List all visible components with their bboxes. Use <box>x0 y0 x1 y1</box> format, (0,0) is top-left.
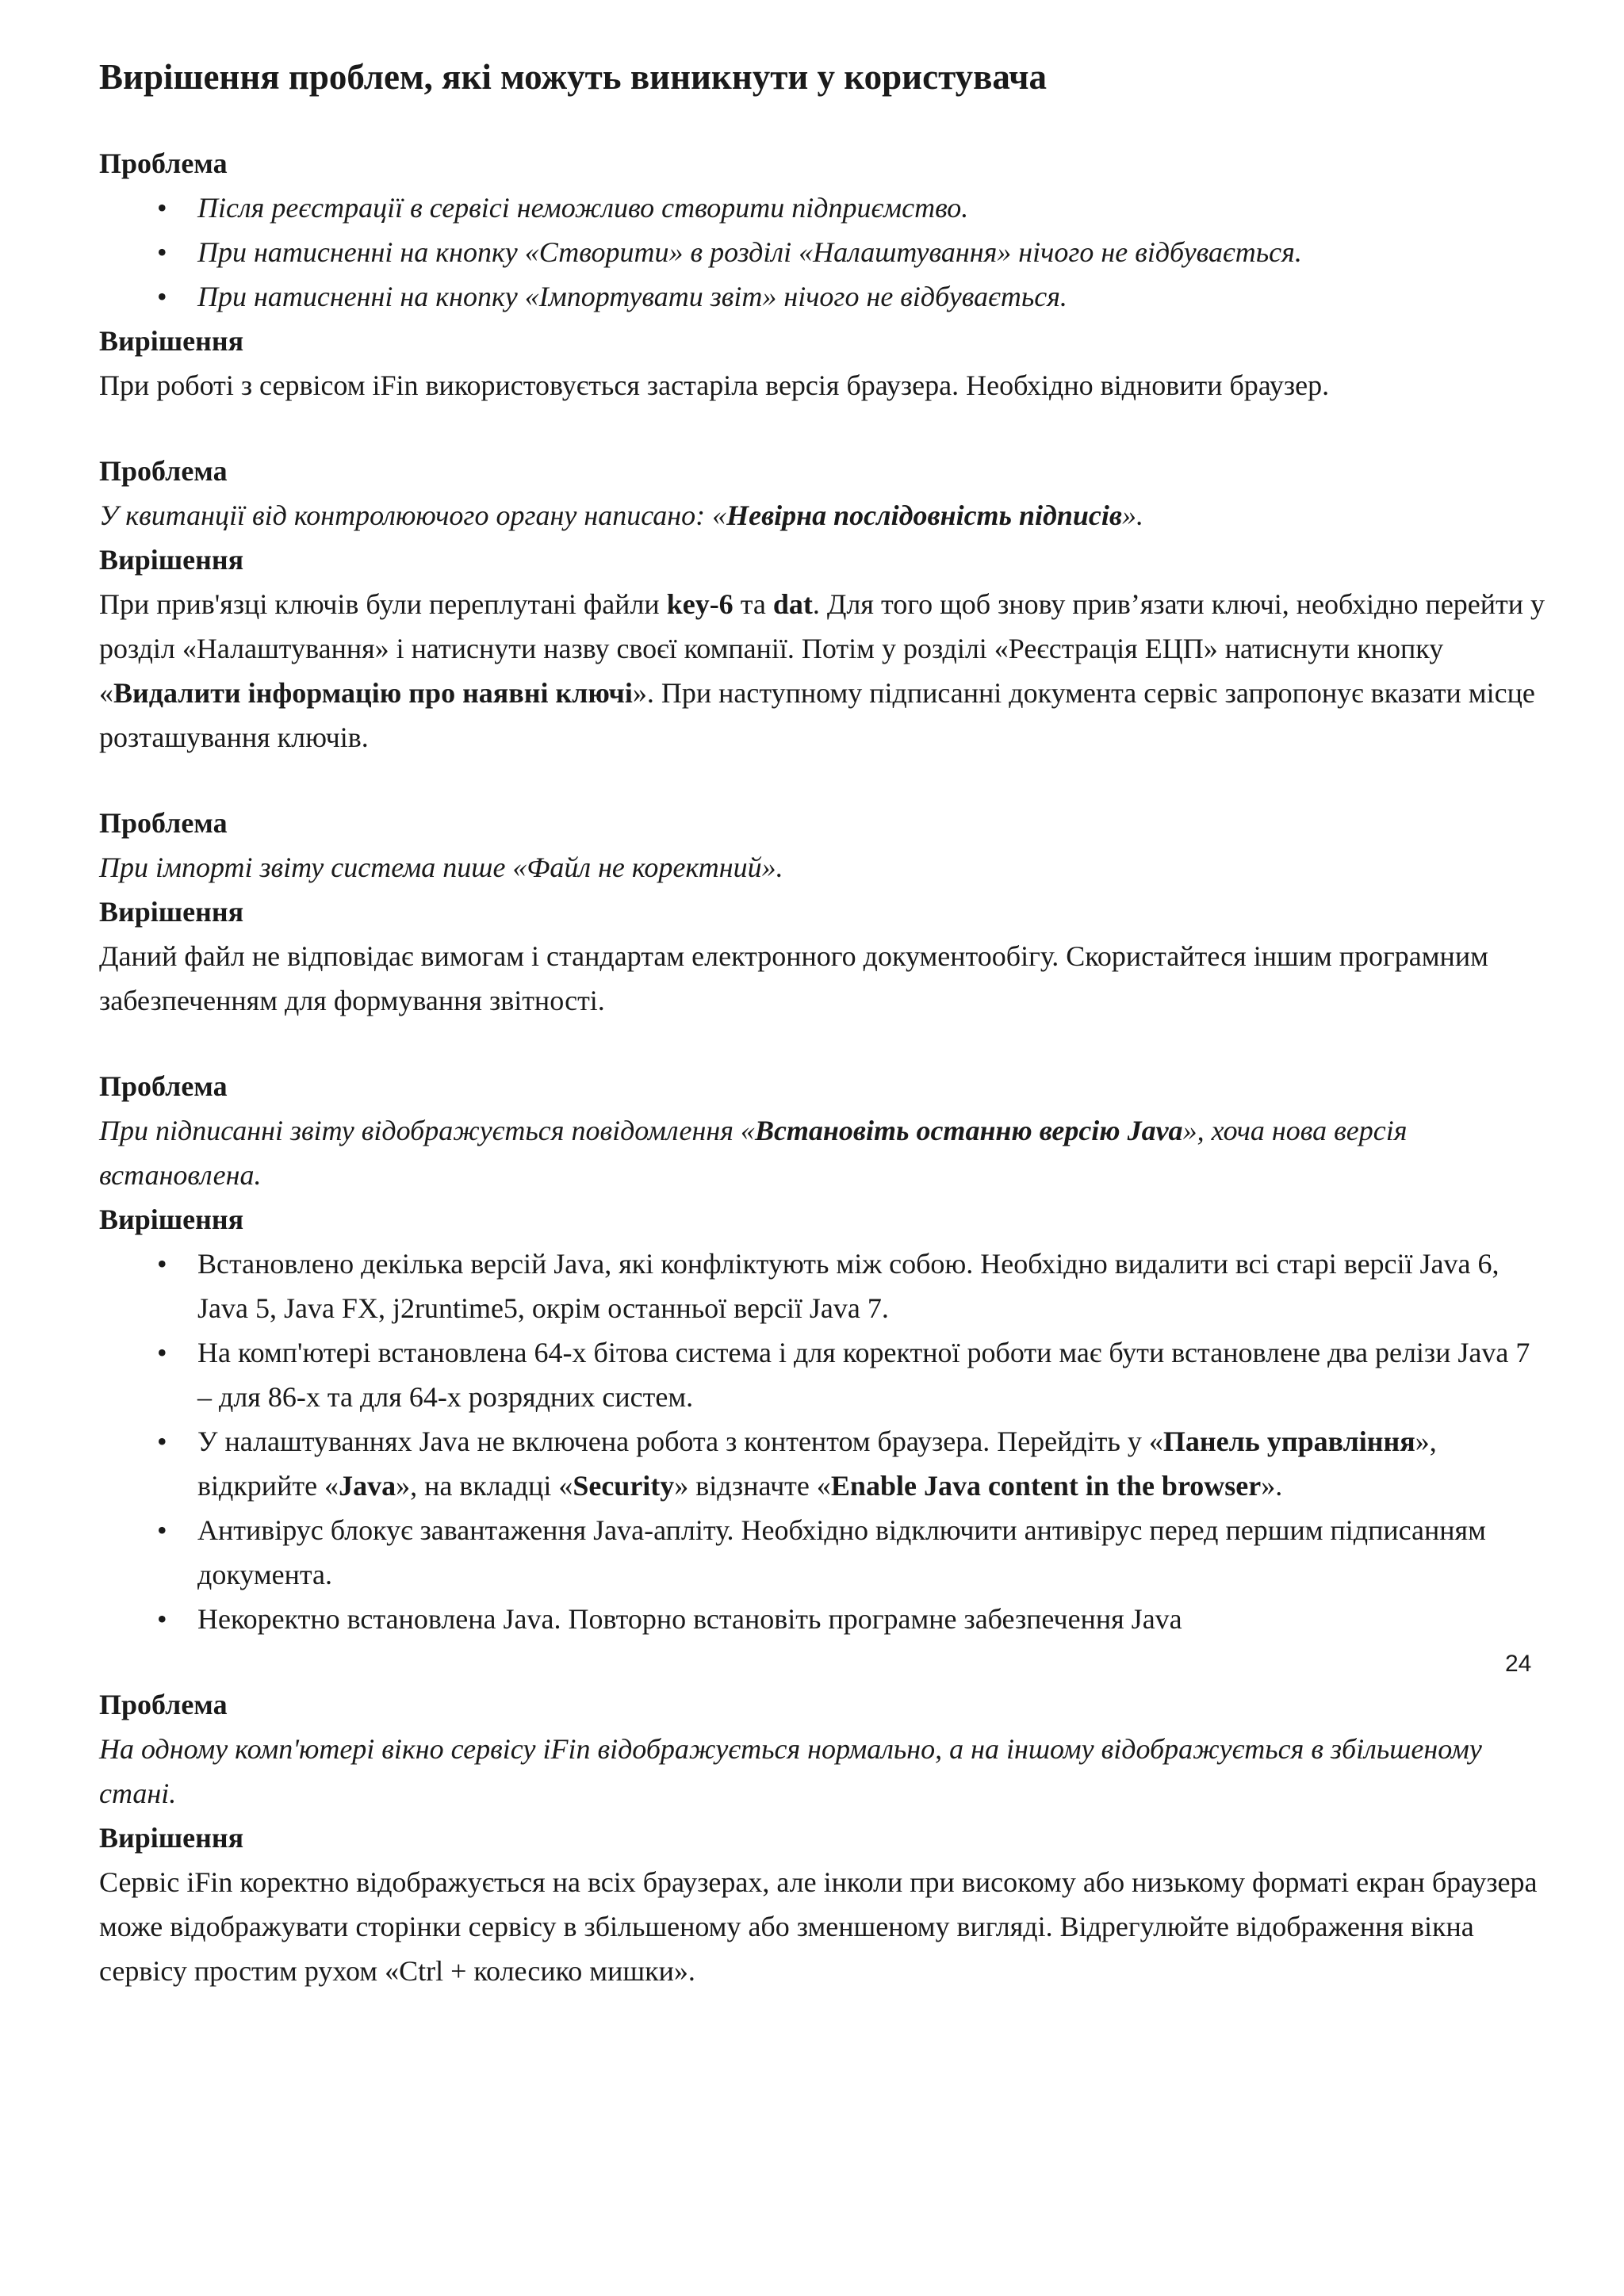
issue-section-2 <box>99 449 1550 760</box>
problem-label: Проблема <box>99 147 228 179</box>
list-item: • Після реєстрації в сервісі неможливо створити підприємство. <box>99 186 1550 230</box>
solution-text: Даний файл не відповідає вимогам і стандартам електронного документообігу. Скористайтеся іншим програмним забезпеченням для формування звітності. <box>99 940 1488 1016</box>
page-number: 24 <box>1505 1651 1532 1677</box>
list-item: • У налаштуваннях Java не включена робота з контентом браузера. Перейдіть у «Панель управління», відкрийте «Java», на вкладці «Security» відзначте «Enable Java content in the browser». <box>99 1419 1550 1508</box>
solution-text: При прив'язці ключів були переплутані файли key-6 та dat. Для того щоб знову прив’язати ключі, необхідно перейти у розділ «Налаштування» і натиснути назву своєї компанії. Потім у розділі «Реєстрація ЕЦП» натиснути кнопку «Видалити інформацію про наявні ключі». При наступному підписанні документа сервіс запропонує вказати місце розташування ключів. <box>99 588 1545 753</box>
solution-label: Вирішення <box>99 325 244 357</box>
solution-label: Вирішення <box>99 1203 244 1235</box>
list-item: • При натисненні на кнопку «Створити» в розділі «Налаштування» нічого не відбувається. <box>99 230 1550 274</box>
page-title: Вирішення проблем, які можуть виникнути у користувача <box>99 57 1047 97</box>
problem-label: Проблема <box>99 1070 228 1102</box>
problem-label: Проблема <box>99 455 228 487</box>
bullet-icon: • <box>157 236 167 268</box>
problem-text: При імпорті звіту система пише «Файл не коректний». <box>99 851 783 883</box>
bullet-icon: • <box>157 1514 167 1546</box>
problem-text: На одному комп'ютері вікно сервісу iFin відображується нормально, а на іншому відображується в збільшеному стані. <box>99 1733 1482 1809</box>
list-item: • Антивірус блокує завантаження Java-апліту. Необхідно відключити антивірус перед першим підписанням документа. <box>99 1508 1550 1597</box>
issue-section-3 <box>99 801 1550 1023</box>
problem-text: У квитанції від контролюючого органу написано: «Невірна послідовність підписів». <box>99 499 1143 531</box>
list-item: • При натисненні на кнопку «Імпортувати звіт» нічого не відбувається. <box>99 274 1550 319</box>
problem-list <box>99 186 1550 319</box>
bullet-icon: • <box>157 1603 167 1635</box>
issue-section-5 <box>99 1682 1550 1993</box>
list-item: • Некоректно встановлена Java. Повторно встановіть програмне забезпечення Java <box>99 1597 1550 1641</box>
solution-list <box>99 1242 1550 1641</box>
problem-label: Проблема <box>99 807 228 839</box>
solution-label: Вирішення <box>99 896 244 928</box>
problem-label: Проблема <box>99 1689 228 1720</box>
list-item: • На комп'ютері встановлена 64-х бітова система і для коректної роботи має бути встановлене два релізи Java 7 – для 86-х та для 64-х розрядних систем. <box>99 1330 1550 1419</box>
list-item: • Встановлено декілька версій Java, які конфліктують між собою. Необхідно видалити всі старі версії Java 6, Java 5, Java FX, j2runtime5, окрім останньої версії Java 7. <box>99 1242 1550 1330</box>
solution-text: При роботі з сервісом iFin використовується застаріла версія браузера. Необхідно відновити браузер. <box>99 369 1330 401</box>
issue-section-1 <box>99 141 1550 408</box>
problem-text: При підписанні звіту відображується повідомлення «Встановіть останню версію Java», хоча нова версія встановлена. <box>99 1115 1408 1191</box>
solution-label: Вирішення <box>99 1822 244 1854</box>
solution-text: Сервіс iFin коректно відображується на всіх браузерах, але інколи при високому або низькому форматі екран браузера може відображувати сторінки сервісу в збільшеному або зменшеному вигляді. Відрегулюйте відображення вікна сервісу простим рухом «Ctrl + колесико мишки». <box>99 1866 1538 1987</box>
solution-label: Вирішення <box>99 544 244 576</box>
bullet-icon: • <box>157 1337 167 1368</box>
bullet-icon: • <box>157 192 167 224</box>
bullet-icon: • <box>157 281 167 312</box>
bullet-icon: • <box>157 1248 167 1280</box>
bullet-icon: • <box>157 1425 167 1457</box>
issue-section-4 <box>99 1064 1550 1641</box>
document-page <box>99 55 1550 2034</box>
